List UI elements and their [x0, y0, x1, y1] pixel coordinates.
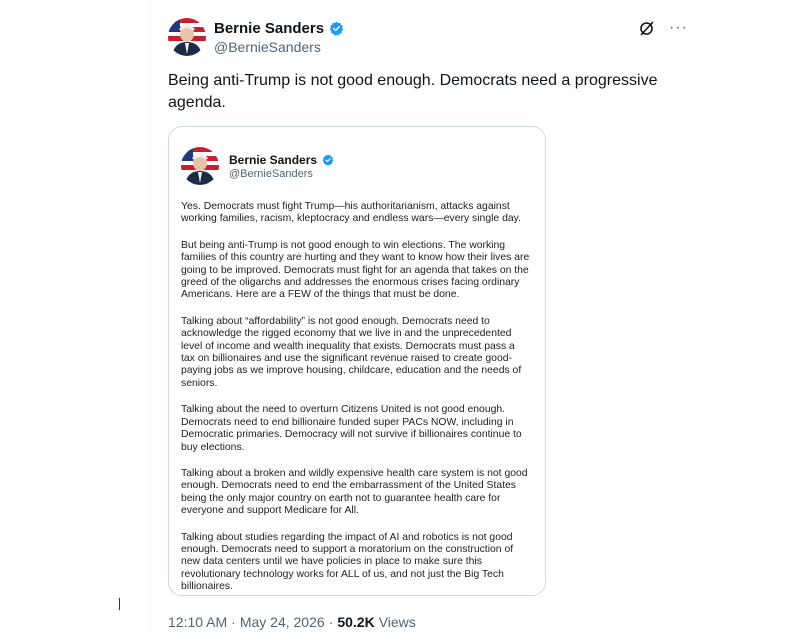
more-options-icon[interactable]: ···: [669, 19, 688, 36]
text-cursor: [119, 598, 120, 610]
quoted-author-avatar[interactable]: [181, 147, 219, 185]
quoted-paragraph: But being anti-Trump is not good enough to win elections. The working families of this country are hurting and they want to know how their lives are going to be improved. Democrats must fight for an agenda that takes on the greed of the oligarchs and addresses the enormous crises facing ordinary Americans. Here are a FEW of the things that must be done.: [181, 239, 530, 301]
quoted-paragraph: Talking about a broken and wildly expensive health care system is not good enough. Democrats need to end the embarrassment of the United States being the only major country on earth not to guarantee health care for everyone and support Medicare for All.: [181, 467, 528, 517]
timeline-column-border: [150, 0, 151, 633]
tweet-text: Being anti-Trump is not good enough. Democrats need a progressive agenda.: [168, 72, 658, 111]
quoted-paragraph: Yes. Democrats must fight Trump—his authoritarianism, attacks against working families, racism, kleptocracy and endless wars—every single day.: [181, 201, 521, 225]
author-names: [214, 20, 344, 55]
views-label: Views: [378, 614, 416, 630]
tweet-date[interactable]: May 24, 2026: [239, 614, 325, 630]
meta-separator: ·: [328, 614, 334, 630]
quoted-author-handle: @BernieSanders: [229, 168, 313, 180]
tweet[interactable]: [168, 14, 708, 596]
verified-badge-icon: [322, 154, 334, 166]
tweet-actions-top: [639, 20, 688, 36]
quoted-author-names: [229, 153, 334, 180]
quoted-tweet-body: [181, 201, 531, 594]
verified-badge-icon: [329, 21, 344, 36]
author-handle[interactable]: @BernieSanders: [214, 39, 321, 55]
grok-icon[interactable]: [639, 20, 655, 36]
quoted-author-name: Bernie Sanders: [229, 153, 318, 167]
quoted-paragraph: Talking about studies regarding the impact of AI and robotics is not good enough. Democrats need to support a moratorium on the construction of new data centers until we have policies in place to make sure this revolutionary technology works for ALL of us, and not just the Big Tech billionaires.: [181, 531, 514, 593]
author-avatar[interactable]: [168, 18, 206, 56]
tweet-header: [168, 14, 708, 60]
quoted-tweet[interactable]: [168, 126, 546, 596]
quoted-paragraph: Talking about “affordability” is not good enough. Democrats need to acknowledge the rigged economy that we live in and the unprecedented level of income and wealth inequality that exists. Democrats must pass a tax on billionaires and use the significant revenue raised to create good-paying jobs as we improve housing, childcare, education and the needs of seniors.: [181, 315, 522, 389]
meta-separator: ·: [231, 614, 236, 630]
tweet-meta: [168, 614, 416, 630]
views-count[interactable]: 50.2K: [337, 614, 375, 630]
quoted-paragraph: Talking about the need to overturn Citizens United is not good enough. Democrats need to end billionaire funded super PACs NOW, including in Democratic primaries. Democracy will not survive if billionaires continue to buy elections.: [181, 404, 522, 453]
author-name[interactable]: Bernie Sanders: [214, 20, 325, 37]
quoted-tweet-header: [181, 147, 531, 191]
tweet-time[interactable]: 12:10 AM: [168, 614, 228, 630]
